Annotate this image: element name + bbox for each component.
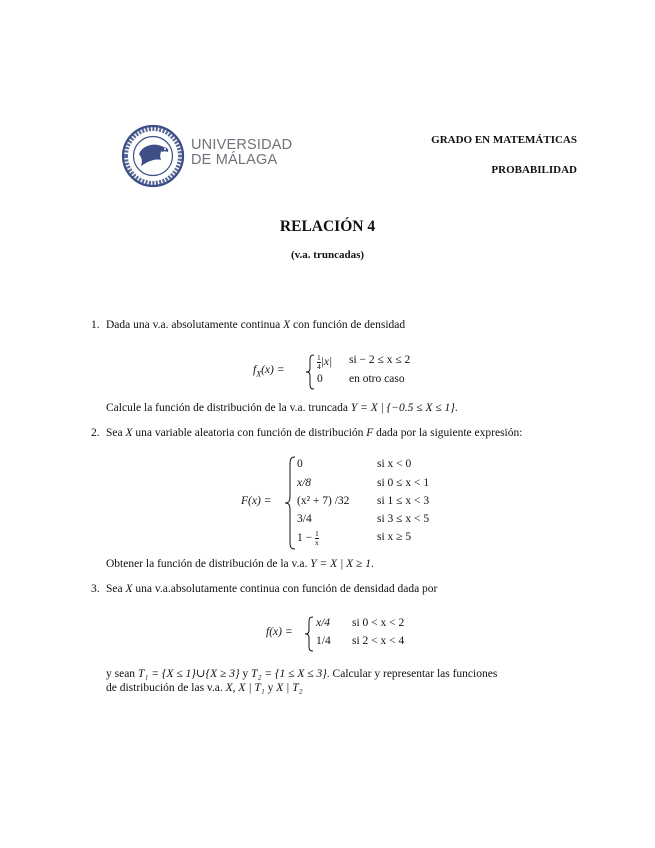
distribution-case-5-condition: si x ≥ 5 xyxy=(377,531,412,543)
distribution-case-2: x/8 xyxy=(297,477,312,489)
university-name xyxy=(191,138,292,168)
density-case-1-condition: si 0 < x < 2 xyxy=(352,617,405,629)
density-case-2: 1/4 xyxy=(316,635,331,647)
problem-2-intro: Sea X una variable aleatoria con función de distribución F dada por la siguiente expresión: xyxy=(106,427,523,439)
left-brace xyxy=(284,456,296,550)
course-label: PROBABILIDAD xyxy=(491,164,577,176)
distribution-case-4-condition: si 3 ≤ x < 5 xyxy=(377,513,430,525)
distribution-case-1: 0 xyxy=(297,458,303,470)
page-subtitle: (v.a. truncadas) xyxy=(290,249,365,261)
distribution-case-3-condition: si 1 ≤ x < 3 xyxy=(377,495,430,507)
left-brace xyxy=(305,354,315,390)
problem-3-question-line-2: de distribución de las v.a. X, X | T₁ y X | T₂ xyxy=(106,682,303,694)
university-line-1: UNIVERSIDAD xyxy=(191,137,293,153)
distribution-case-5: 1 − $\frac{1}{x}$ xyxy=(297,529,319,547)
problem-3-density-formula xyxy=(266,616,436,652)
density-case-1: x/4 xyxy=(316,617,331,629)
page-title: RELACIÓN 4 xyxy=(279,218,376,235)
problem-1-number: 1. xyxy=(91,319,100,331)
distribution-case-1-condition: si x < 0 xyxy=(377,458,412,470)
density-case-1: $\frac{1}{4}$ |x| xyxy=(317,353,333,371)
left-brace xyxy=(304,616,314,652)
density-case-1-condition: si − 2 ≤ x ≤ 2 xyxy=(349,354,411,366)
problem-1-density-formula xyxy=(253,354,453,390)
problem-2-distribution-formula xyxy=(241,456,461,550)
distribution-case-2-condition: si 0 ≤ x < 1 xyxy=(377,477,430,489)
university-line-2: DE MÁLAGA xyxy=(191,152,278,168)
distribution-case-3: (x² + 7) /32 xyxy=(297,495,350,507)
density-case-2: 0 xyxy=(317,373,323,385)
quarter-fraction: $\frac{1}{4}$ xyxy=(317,353,321,371)
one-over-x-fraction: $\frac{1}{x}$ xyxy=(315,529,319,547)
density-lhs: f(x) = xyxy=(266,626,293,638)
problem-3-number: 3. xyxy=(91,583,100,595)
distribution-lhs: F(x) = xyxy=(241,495,272,507)
university-seal-logo xyxy=(121,124,185,188)
density-case-2-condition: en otro caso xyxy=(349,373,405,385)
distribution-case-4: 3/4 xyxy=(297,513,312,525)
problem-3-question-line-1: y sean T₁ = {X ≤ 1}∪{X ≥ 3} y T₂ = {1 ≤ X ≤ 3}. Calcular y representar las funciones xyxy=(106,668,498,680)
density-lhs: $f_X(x)$ = xyxy=(253,364,285,379)
problem-2-question: Obtener la función de distribución de la v.a. Y = X | X ≥ 1. xyxy=(106,558,374,570)
density-case-2-condition: si 2 < x < 4 xyxy=(352,635,405,647)
problem-2-number: 2. xyxy=(91,427,100,439)
problem-1-intro: Dada una v.a. absolutamente continua X con función de densidad xyxy=(106,319,406,331)
degree-label: GRADO EN MATEMÁTICAS xyxy=(431,134,577,146)
problem-1-question: Calcule la función de distribución de la v.a. truncada Y = X | {−0.5 ≤ X ≤ 1}. xyxy=(106,402,458,414)
problem-3-intro: Sea X una v.a.absolutamente continua con función de densidad dada por xyxy=(106,583,438,595)
